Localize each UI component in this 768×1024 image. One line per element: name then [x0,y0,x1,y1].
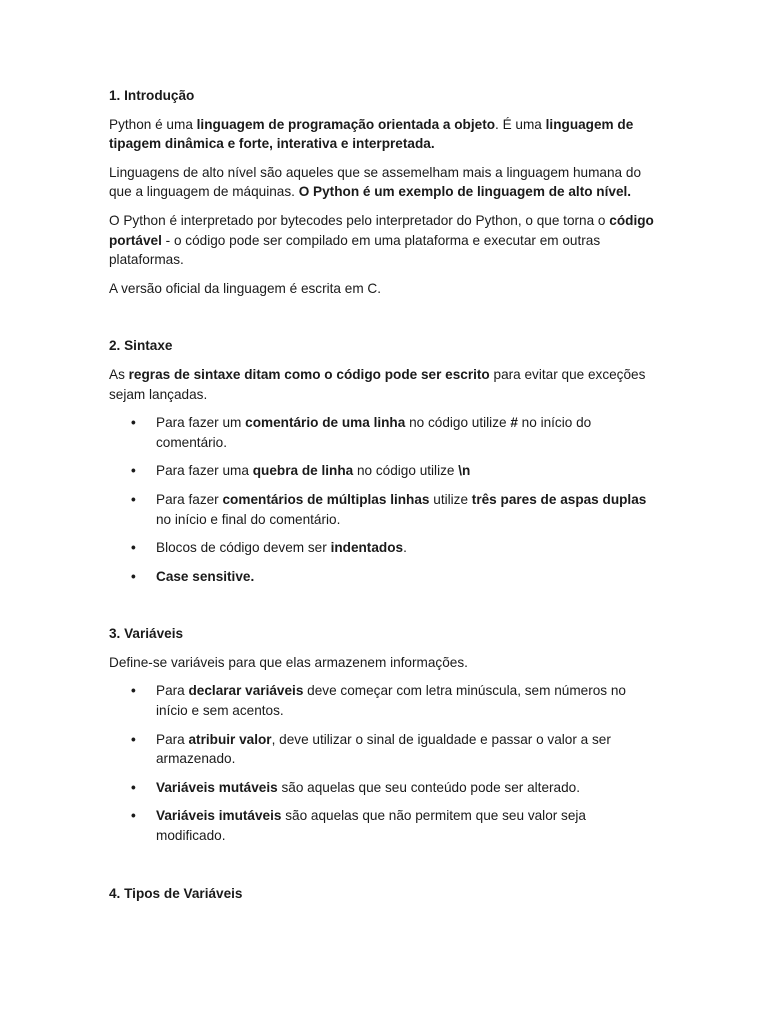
bold-text-run: linguagem de tipagem dinâmica e forte, interativa e interpretada. [109,116,634,152]
bullet-icon: • [131,568,136,584]
list-item [109,567,657,587]
bold-text-run: \n [458,463,471,479]
bullet-icon: • [131,415,136,431]
bullet-icon: • [131,463,136,479]
list-item [109,730,657,769]
text-run: deve começar com letra minúscula, sem números no início e sem acentos. [156,683,626,719]
section-spacer [109,307,657,336]
text-run: no código utilize [353,463,459,479]
text-run: no início do comentário. [156,415,592,450]
section-heading: 3. Variáveis [109,626,184,642]
list-item [109,778,657,798]
bold-text-run: indentados [330,540,404,556]
section-spacer [109,595,657,624]
text-run: Para [156,683,189,699]
section-spacer [109,855,657,884]
document-page [109,86,657,912]
text-run: Define-se variáveis para que elas armazenem informações. [109,654,468,670]
section-heading: 4. Tipos de Variáveis [109,885,243,901]
paragraph [109,653,657,673]
list-item [109,681,657,720]
section-heading: 2. Sintaxe [109,338,173,354]
text-run: para evitar que exceções sejam lançadas. [109,366,646,402]
text-run: . É uma [495,116,546,132]
text-run: Python é uma [109,116,197,132]
bold-text-run: Case sensitive. [156,568,255,584]
bullet-icon: • [131,540,136,556]
text-run: no código utilize [405,415,511,431]
paragraph [109,365,657,404]
text-run: Blocos de código devem ser [156,540,331,556]
paragraph [109,211,657,270]
text-run: Para fazer um [156,415,246,431]
text-run: As [109,366,129,382]
text-run: utilize [429,491,472,507]
text-run: , deve utilizar o sinal de igualdade e passar o valor a ser armazenado. [156,731,611,767]
section-heading: 1. Introdução [109,88,195,103]
bullet-list [109,681,657,845]
bold-text-run: código portável [109,212,654,248]
text-run: - o código pode ser compilado em uma plataforma e executar em outras plataformas. [109,232,601,268]
list-item [109,413,657,452]
text-run: são aquelas que não permitem que seu valor seja modificado. [156,808,586,844]
bold-text-run: atribuir valor [188,731,272,747]
bold-text-run: comentários de múltiplas linhas [222,491,430,507]
list-item [109,461,657,481]
bold-text-run: O Python é um exemplo de linguagem de alto nível. [298,184,632,200]
text-run: Linguagens de alto nível são aqueles que se assemelham mais a linguagem humana do que a linguagem de máquinas. [109,164,642,200]
bold-text-run: comentário de uma linha [245,415,406,431]
text-run: O Python é interpretado por bytecodes pelo interpretador do Python, o que torna o [109,212,610,228]
paragraph [109,115,657,154]
paragraph [109,279,657,299]
text-run: A versão oficial da linguagem é escrita em C. [109,280,382,296]
text-run: Para fazer [156,491,223,507]
text-run: no início e final do comentário. [156,511,341,527]
bold-text-run: linguagem de programação orientada a objeto [196,116,496,132]
bold-text-run: Variáveis mutáveis [156,779,278,795]
bold-text-run: quebra de linha [252,463,354,479]
text-run: Para [156,731,189,747]
list-item [109,538,657,558]
list-item [109,806,657,845]
paragraph [109,163,657,202]
bullet-icon: • [131,491,136,507]
bold-text-run: três pares de aspas duplas [471,491,647,507]
bold-text-run: declarar variáveis [188,683,304,699]
text-run: são aquelas que seu conteúdo pode ser alterado. [277,779,580,795]
bullet-list [109,413,657,586]
bullet-icon: • [131,731,136,747]
bold-text-run: regras de sintaxe ditam como o código pode ser escrito [128,366,490,382]
text-run: Para fazer uma [156,463,253,479]
list-item [109,490,657,529]
bold-text-run: Variáveis imutáveis [156,808,282,824]
text-run: . [403,540,407,556]
bullet-icon: • [131,779,136,795]
bold-text-run: # [510,415,518,431]
bullet-icon: • [131,683,136,699]
bullet-icon: • [131,808,136,824]
